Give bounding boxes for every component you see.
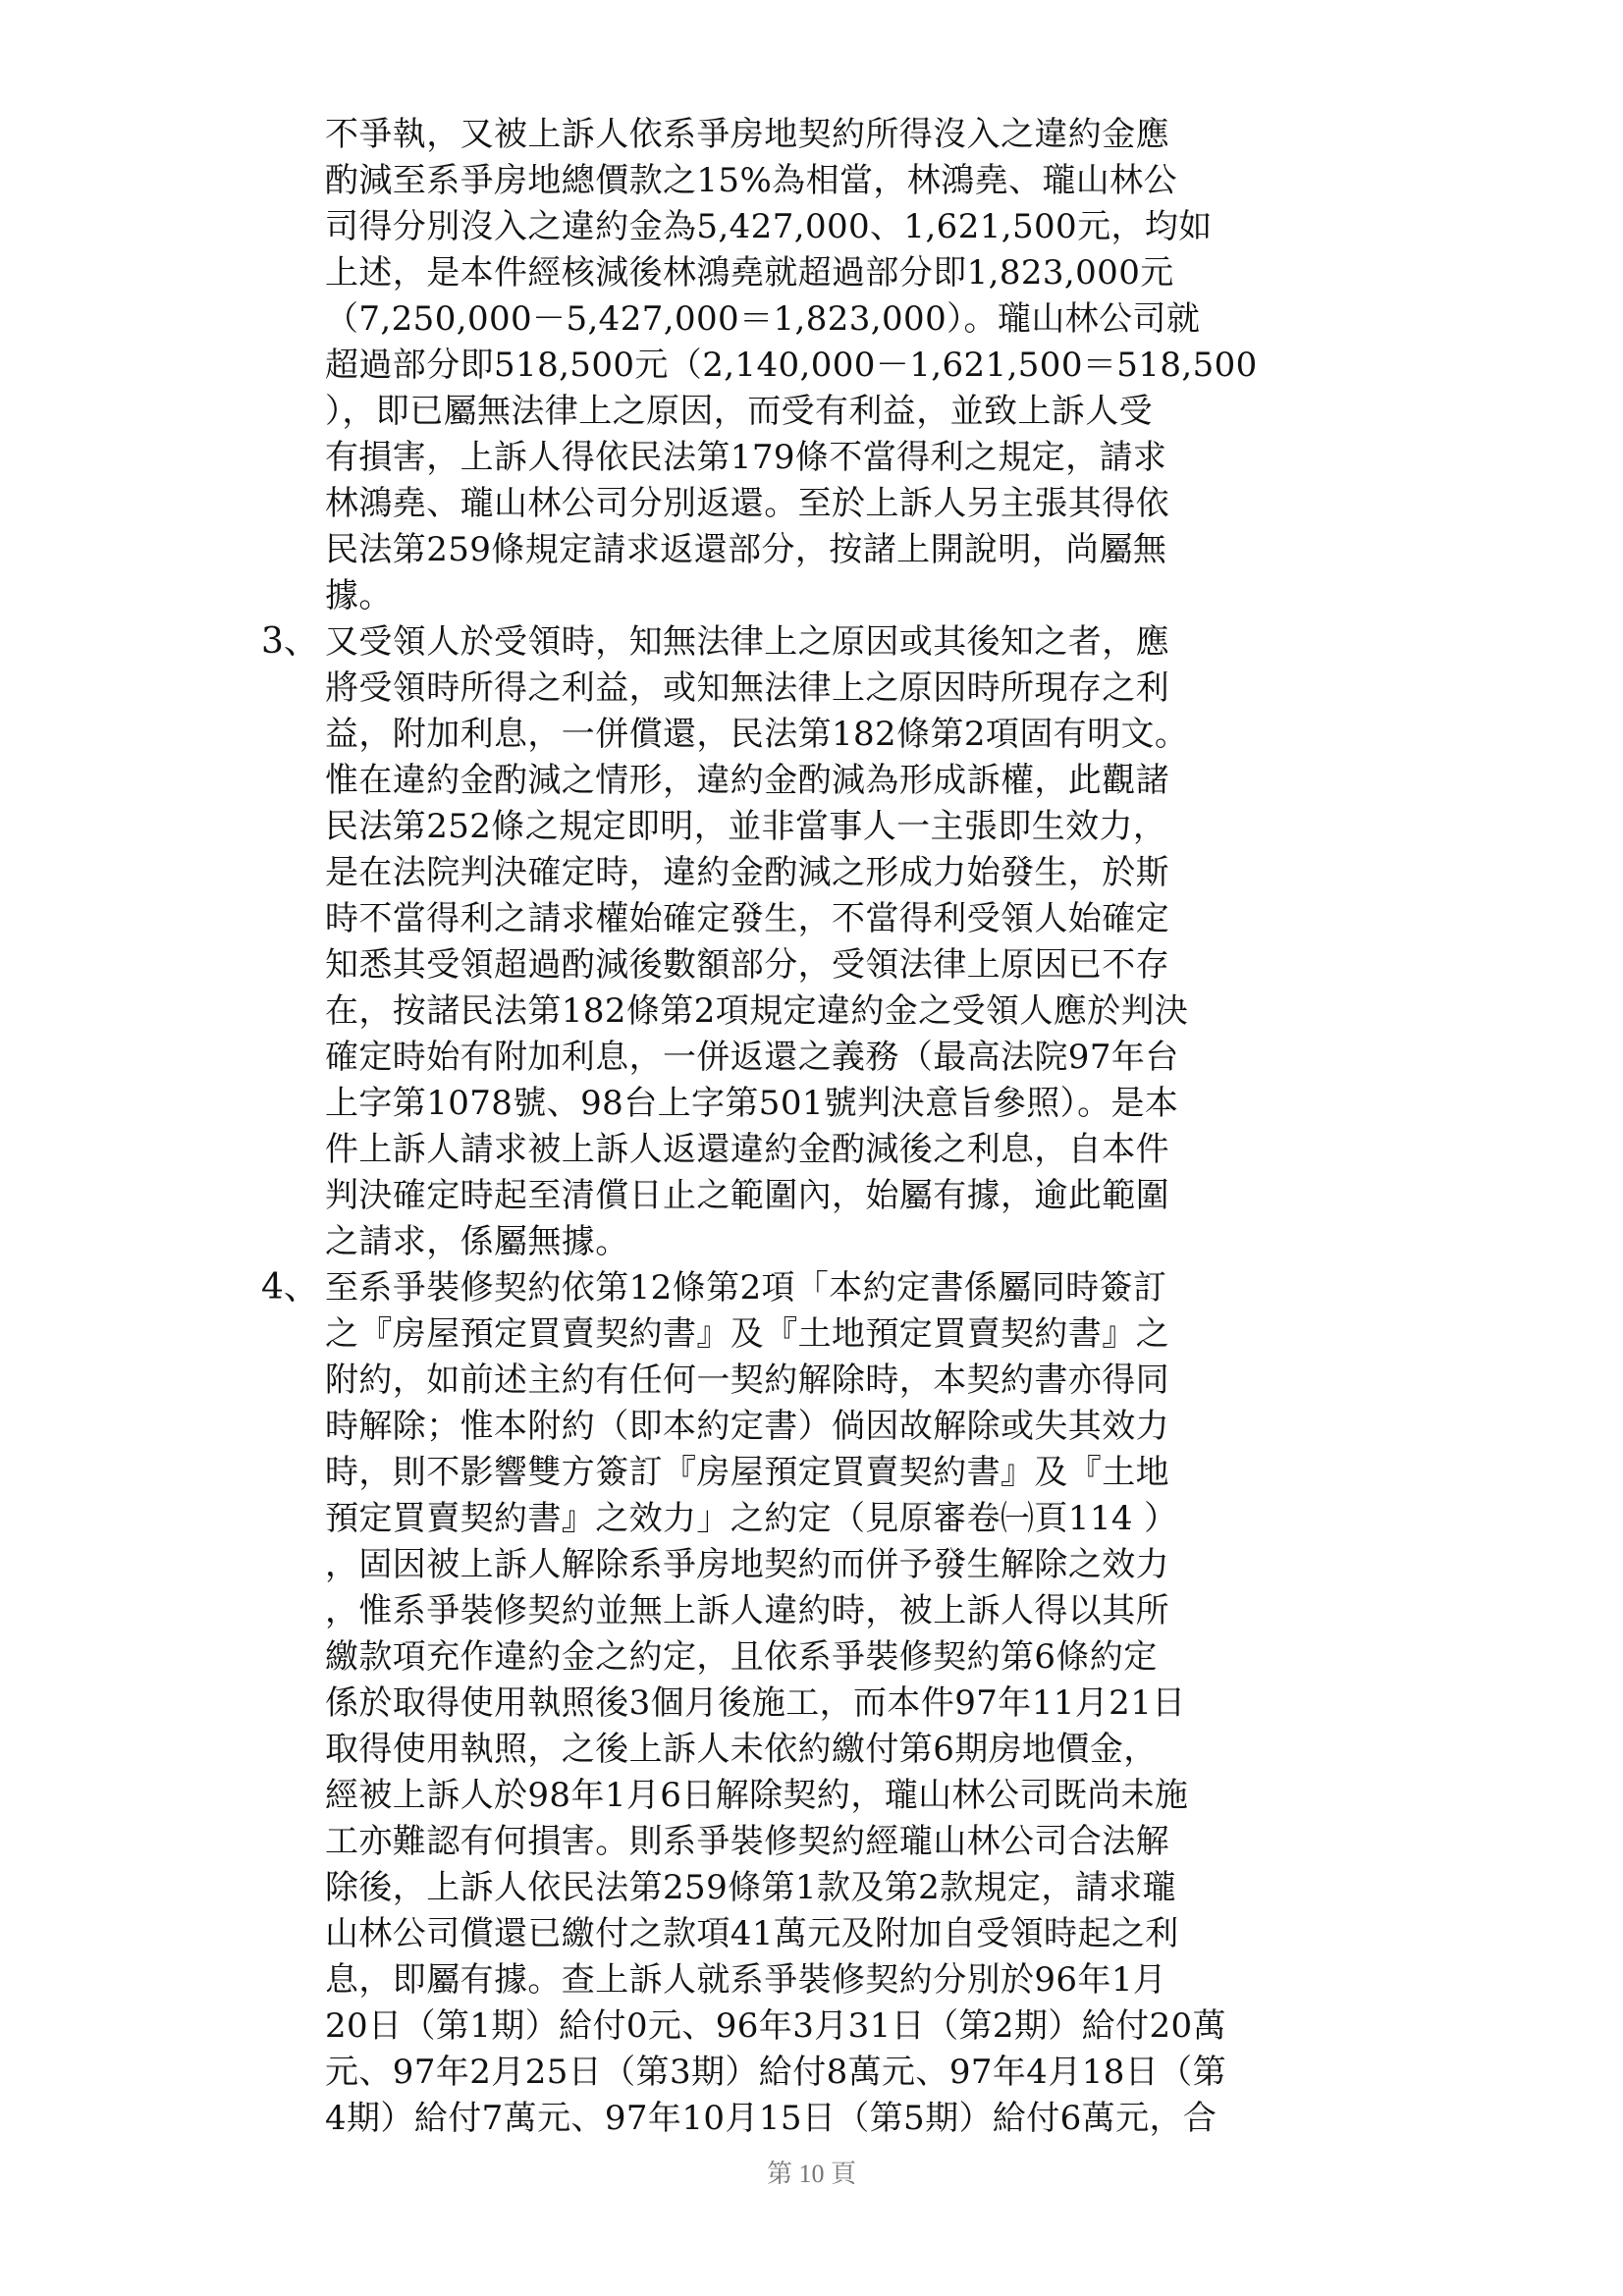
intro-line: 司得分別沒入之違約金為5,427,000、1,621,500元，均如 <box>325 207 1213 246</box>
item-line: 時，則不影響雙方簽訂『房屋預定買賣契約書』及『土地 <box>325 1453 1169 1492</box>
item-line: 息，即屬有據。查上訴人就系爭裝修契約分別於96年1月 <box>325 1960 1167 2000</box>
intro-line: 據。 <box>325 576 393 615</box>
intro-line: 民法第259條規定請求返還部分，按諸上開說明，尚屬無 <box>325 530 1167 569</box>
item-line: 知悉其受領超過酌減後數額部分，受領法律上原因已不存 <box>325 945 1169 985</box>
item-number: 4、 <box>261 1267 319 1308</box>
item-line: 是在法院判決確定時，違約金酌減之形成力始發生，於斯 <box>325 853 1169 892</box>
item-line: 時解除；惟本附約（即本約定書）倘因故解除或失其效力 <box>325 1407 1169 1446</box>
item-line: 附約，如前述主約有任何一契約解除時，本契約書亦得同 <box>325 1361 1169 1400</box>
item-line: 4期）給付7萬元、97年10月15日（第5期）給付6萬元，合 <box>325 2099 1217 2138</box>
item-line: 民法第252條之規定即明，並非當事人一主張即生效力， <box>325 807 1167 846</box>
item-line: 之『房屋預定買賣契約書』及『土地預定買賣契約書』之 <box>325 1314 1169 1354</box>
item-line: 判決確定時起至清償日止之範圍內，始屬有據，逾此範圍 <box>325 1176 1169 1215</box>
intro-line: 上述，是本件經核減後林鴻堯就超過部分即1,823,000元 <box>325 253 1174 293</box>
item-line: ，固因被上訴人解除系爭房地契約而併予發生解除之效力 <box>325 1545 1169 1584</box>
item-line: 工亦難認有何損害。則系爭裝修契約經瓏山林公司合法解 <box>325 1822 1169 1861</box>
item-line: 上字第1078號、98台上字第501號判決意旨參照）。是本 <box>325 1084 1179 1123</box>
intro-line: 有損害，上訴人得依民法第179條不當得利之規定，請求 <box>325 438 1167 477</box>
item-line: 將受領時所得之利益，或知無法律上之原因時所現存之利 <box>325 668 1169 708</box>
item-line: 件上訴人請求被上訴人返還違約金酌減後之利息，自本件 <box>325 1130 1169 1169</box>
item-line: 繳款項充作違約金之約定，且依系爭裝修契約第6條約定 <box>325 1637 1158 1677</box>
item-line: 山林公司償還已繳付之款項41萬元及附加自受領時起之利 <box>325 1914 1179 1953</box>
page-number: 第 10 頁 <box>766 2160 856 2188</box>
item-line: 預定買賣契約書』之效力」之約定（見原審卷㈠頁114 ） <box>325 1499 1178 1538</box>
item-line: 除後，上訴人依民法第259條第1款及第2款規定，請求瓏 <box>325 1868 1176 1907</box>
item-line: 至系爭裝修契約依第12條第2項「本約定書係屬同時簽訂 <box>325 1268 1167 1308</box>
item-line: 20日（第1期）給付0元、96年3月31日（第2期）給付20萬 <box>325 2006 1226 2046</box>
item-line: ，惟系爭裝修契約並無上訴人違約時，被上訴人得以其所 <box>325 1591 1169 1630</box>
item-number: 3、 <box>261 621 319 662</box>
item-line: 經被上訴人於98年1月6日解除契約，瓏山林公司既尚未施 <box>325 1776 1189 1815</box>
item-line: 惟在違約金酌減之情形，違約金酌減為形成訴權，此觀諸 <box>325 761 1169 800</box>
intro-line: 林鴻堯、瓏山林公司分別返還。至於上訴人另主張其得依 <box>325 484 1169 523</box>
intro-line: （7,250,000－5,427,000＝1,823,000）。瓏山林公司就 <box>325 299 1201 339</box>
item-line: 之請求，係屬無據。 <box>325 1222 629 1261</box>
item-line: 取得使用執照，之後上訴人未依約繳付第6期房地價金， <box>325 1730 1158 1769</box>
intro-line: 酌減至系爭房地總價款之15%為相當，林鴻堯、瓏山林公 <box>325 161 1177 200</box>
item-line: 確定時始有附加利息，一併返還之義務（最高法院97年台 <box>325 1038 1179 1077</box>
item-line: 益，附加利息，一併償還，民法第182條第2項固有明文。 <box>325 715 1189 754</box>
intro-line: 不爭執，又被上訴人依系爭房地契約所得沒入之違約金應 <box>325 115 1169 154</box>
item-line: 時不當得利之請求權始確定發生，不當得利受領人始確定 <box>325 899 1169 938</box>
item-line: 又受領人於受領時，知無法律上之原因或其後知之者，應 <box>325 622 1169 662</box>
item-line: 係於取得使用執照後3個月後施工，而本件97年11月21日 <box>325 1683 1186 1723</box>
item-line: 在，按諸民法第182條第2項規定違約金之受領人應於判決 <box>325 991 1189 1031</box>
item-line: 元、97年2月25日（第3期）給付8萬元、97年4月18日（第 <box>325 2053 1226 2092</box>
intro-line: ），即已屬無法律上之原因，而受有利益，並致上訴人受 <box>325 392 1153 431</box>
intro-line: 超過部分即518,500元（2,140,000－1,621,500＝518,500 <box>325 346 1258 385</box>
